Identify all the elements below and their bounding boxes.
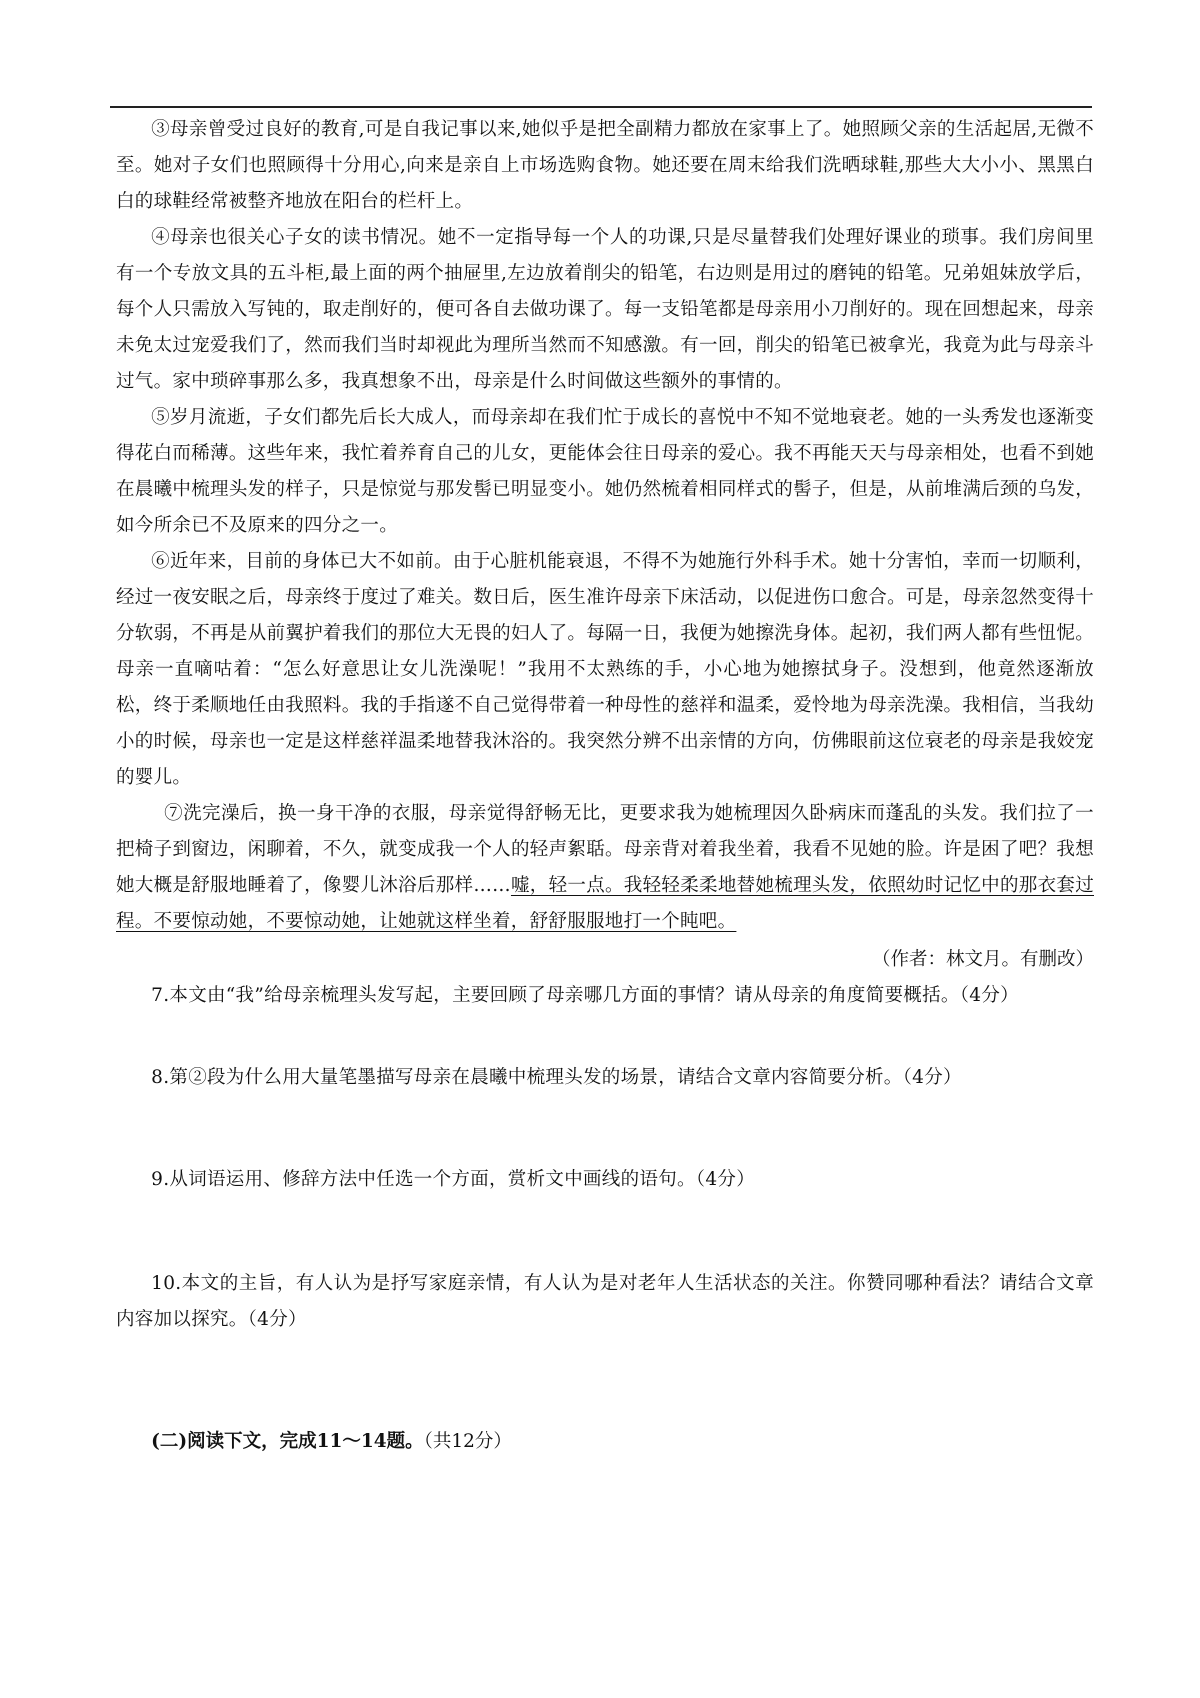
question-7: 7.本文由“我”给母亲梳理头发写起，主要回顾了母亲哪几方面的事情？请从母亲的角度简要概括。（4分） (151, 985, 1019, 1006)
paragraph-5: ⑤岁月流逝，子女们都先后长大成人，而母亲却在我们忙于成长的喜悦中不知不觉地衰老。她的一头秀发也逐渐变得花白而稀薄。这些年来，我忙着养育自己的儿女，更能体会往日母亲的爱心。我不再能天天与母亲相处，也看不到她在晨曦中梳理头发的样子，只是惊觉与那发髻已明显变小。她仍然梳着相同样式的髻子，但是，从前堆满后颈的乌发，如今所余已不及原来的四分之一。 (116, 407, 1094, 536)
paragraph-7-text: ⑦洗完澡后，换一身干净的衣服，母亲觉得舒畅无比，更要求我为她梳理因久卧病床而蓬乱的头发。我们拉了一把椅子到窗边，闲聊着，不久，就变成我一个人的轻声絮聒。母亲背对着我坐着，我看不见她的脸。许是困了吧？我想她大概是舒服地睡着了，像婴儿沐浴后那样…… (116, 803, 1094, 896)
section-heading-title: (二)阅读下文，完成11～14题。 (151, 1431, 424, 1452)
section-heading-score: （共12分） (423, 1431, 512, 1452)
header-rule (110, 106, 1092, 108)
paragraph-3: ③母亲曾受过良好的教育,可是自我记事以来,她似乎是把全副精力都放在家事上了。她照顾父亲的生活起居,无微不至。她对子女们也照顾得十分用心,向来是亲自上市场选购食物。她还要在周末给我们洗晒球鞋,那些大大小小、黑黑白白的球鞋经常被整齐地放在阳台的栏杆上。 (116, 119, 1094, 212)
paragraph-6: ⑥近年来，目前的身体已大不如前。由于心脏机能衰退，不得不为她施行外科手术。她十分害怕，幸而一切顺利，经过一夜安眠之后，母亲终于度过了难关。数日后，医生准许母亲下床活动，以促进伤口愈合。可是，母亲忽然变得十分软弱，不再是从前翼护着我们的那位大无畏的妇人了。每隔一日，我便为她擦洗身体。起初，我们两人都有些忸怩。母亲一直嘀咕着：“怎么好意思让女儿洗澡呢！”我用不太熟练的手，小心地为她擦拭身子。没想到，他竟然逐渐放松，终于柔顺地任由我照料。我的手指遂不自己觉得带着一种母性的慈祥和温柔，爱怜地为母亲洗澡。我相信，当我幼小的时候，母亲也一定是这样慈祥温柔地替我沐浴的。我突然分辨不出亲情的方向，仿佛眼前这位衰老的母亲是我姣宠的婴儿。 (116, 551, 1094, 788)
question-8: 8.第②段为什么用大量笔墨描写母亲在晨曦中梳理头发的场景，请结合文章内容简要分析。（4分） (151, 1067, 962, 1088)
paragraph-7 (116, 796, 1094, 940)
underlined-sentence: 嘘，轻一点。我轻轻柔柔地替她梳理头发，依照幼时记忆中的那衣套过程。不要惊动她，不要惊动她，让她就这样坐着，舒舒服服地打一个盹吧。 (116, 875, 1094, 932)
author-attribution: （作者：林文月。有删改） (871, 949, 1094, 970)
reading-content (116, 112, 1094, 1460)
question-9: 9.从词语运用、修辞方法中任选一个方面，赏析文中画线的语句。（4分） (151, 1169, 756, 1190)
question-10: 10.本文的主旨，有人认为是抒写家庭亲情，有人认为是对老年人生活状态的关注。你赞同哪种看法？请结合文章内容加以探究。（4分） (116, 1273, 1094, 1330)
paragraph-4: ④母亲也很关心子女的读书情况。她不一定指导每一个人的功课,只是尽量替我们处理好课业的琐事。我们房间里有一个专放文具的五斗柜,最上面的两个抽屉里,左边放着削尖的铅笔，右边则是用过的磨钝的铅笔。兄弟姐妹放学后，每个人只需放入写钝的，取走削好的，便可各自去做功课了。每一支铅笔都是母亲用小刀削好的。现在回想起来，母亲未免太过宠爱我们了，然而我们当时却视此为理所当然而不知感激。有一回，削尖的铅笔已被拿光，我竟为此与母亲斗过气。家中琐碎事那么多，我真想象不出，母亲是什么时间做这些额外的事情的。 (116, 227, 1094, 392)
section-heading (116, 1424, 1094, 1460)
